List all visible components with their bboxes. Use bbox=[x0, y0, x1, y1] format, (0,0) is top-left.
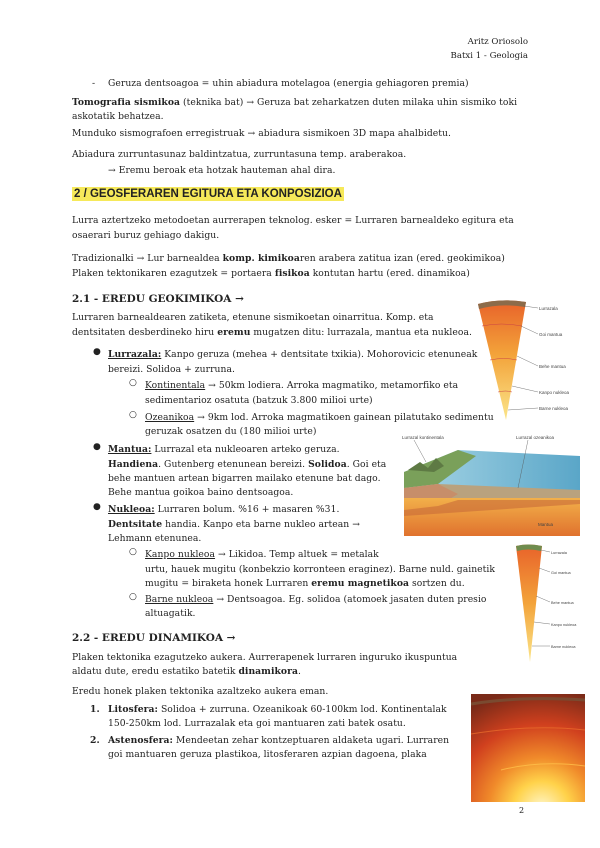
section2-p2-l1 bbox=[72, 251, 505, 266]
lurrazala-term: Lurrazala: bbox=[108, 349, 162, 360]
barne-term: Barne nukleoa bbox=[145, 594, 214, 605]
figure-label: Barne nukleoa bbox=[551, 645, 576, 649]
text-bold: eremu magnetikoa bbox=[311, 578, 410, 589]
ozea-term: Ozeanikoa bbox=[145, 412, 195, 423]
figure-label: Lurrazala bbox=[539, 306, 558, 311]
leader-line bbox=[541, 550, 550, 552]
section-title bbox=[72, 188, 344, 200]
ozea-l2: geruzak osatzen du (180 milioi urte) bbox=[145, 426, 317, 437]
abiadura-line: Abiadura zurruntasunaz baldintzatua, zurruntasuna temp. araberakoa. bbox=[72, 149, 407, 160]
mantua-l3: behe mantuen artean bigarren mailako etenune bat dago. bbox=[108, 473, 381, 484]
eremu-line: → Eremu beroak eta hotzak hauteman ahal dira. bbox=[108, 165, 336, 176]
geochem-p-l2 bbox=[72, 325, 472, 340]
text: dentsitaten desberdineko hiru bbox=[72, 327, 218, 338]
figure-label: Barne nukleoa bbox=[539, 406, 569, 411]
bullet-circle: ○ bbox=[129, 547, 137, 557]
lurrazala-l2: bereizi. Solidoa + zurruna. bbox=[108, 364, 235, 375]
page-number: 2 bbox=[519, 806, 525, 815]
dash-item: Geruza dentsoagoa = uhin abiadura motelagoa (energia gehiagoren premia) bbox=[108, 78, 469, 89]
mantua-term: Mantua: bbox=[108, 444, 152, 455]
list-number: 1. bbox=[90, 704, 100, 715]
figure-label: Kanpo nukleoa bbox=[539, 390, 570, 395]
tomografia-line1 bbox=[72, 95, 517, 110]
dash-bullet: - bbox=[92, 78, 96, 89]
kanpo-l1 bbox=[145, 547, 379, 562]
geochem-title: 2.1 - EREDU GEOKIMIKOA → bbox=[72, 293, 244, 305]
text: . Gutenberg etenunean bereizi. bbox=[158, 459, 309, 470]
figure-label: Kanpo nukleoa bbox=[551, 623, 577, 627]
ozea-l1 bbox=[145, 410, 494, 425]
text: → 9km lod. Arroka magmatikoen gainean pilatutako sedimentu bbox=[194, 412, 494, 423]
text: mugitu = biraketa honek Lurraren bbox=[145, 578, 312, 589]
leader-line bbox=[521, 326, 538, 334]
lurrazala-l1 bbox=[108, 347, 477, 362]
section2-p1-l2: osaerari buruz gehiago dakigu. bbox=[72, 230, 220, 241]
figure-label: Mantua bbox=[538, 522, 554, 527]
text-bold: dinamikora bbox=[238, 666, 298, 677]
astenosfera-l1 bbox=[108, 733, 449, 748]
text: kontutan hartu (ered. dinamikoa) bbox=[309, 268, 470, 279]
tomografia-term: Tomografia sismikoa bbox=[72, 97, 181, 108]
bullet-circle: ○ bbox=[129, 378, 137, 388]
text-bold: eremu bbox=[217, 327, 251, 338]
text: . Goi eta bbox=[346, 459, 387, 470]
leader-line bbox=[414, 440, 426, 462]
tomografia-line2: askotatik behatzea. bbox=[72, 111, 164, 122]
dynamic-title: 2.2 - EREDU DINAMIKOA → bbox=[72, 632, 236, 644]
text: → 50km lodiera. Arroka magmatiko, metamorfiko eta bbox=[205, 380, 459, 391]
figure-label: Behe mantua bbox=[539, 364, 566, 369]
leader-line bbox=[517, 356, 538, 366]
earth-layers-wedge-figure bbox=[476, 296, 582, 426]
mantua-l1 bbox=[108, 442, 340, 457]
text-bold: fisikoa bbox=[274, 268, 310, 279]
leader-line bbox=[512, 386, 538, 392]
figure-label: Lurrazal ozeanikoa bbox=[516, 435, 555, 440]
wedge-body bbox=[516, 545, 542, 663]
section2-p2-l2 bbox=[72, 266, 470, 281]
text: mugatzen ditu: lurrazala, mantua eta nukleoa. bbox=[250, 327, 472, 338]
figure-label: Lurrazala bbox=[551, 551, 567, 555]
text: ren arabera zatitua izan (ered. geokimikoa) bbox=[299, 253, 505, 264]
bullet-dot: ● bbox=[93, 442, 101, 452]
geochem-p-l1: Lurraren barnealdearen zatiketa, etenune sismikoetan oinarritua. Komp. eta bbox=[72, 312, 434, 323]
text: Tradizionalki → Lur barnealdea bbox=[72, 253, 223, 264]
leader-line bbox=[536, 596, 550, 602]
section2-p1-l1: Lurra aztertzeko metodoetan aurrerapen teknolog. esker = Lurraren barnealdeko egitura eta bbox=[72, 215, 514, 226]
kont-l1 bbox=[145, 378, 458, 393]
kont-l2: sedimentarioz osatuta (batzuk 3.800 milioi urte) bbox=[145, 395, 373, 406]
crust-block-figure bbox=[398, 432, 584, 540]
dynamic-p3: Eredu honek plaken tektonika azaltzeko aukera eman. bbox=[72, 686, 329, 697]
kont-term: Kontinentala bbox=[145, 380, 206, 391]
leader-line bbox=[534, 622, 550, 624]
mantua-l2 bbox=[108, 457, 386, 472]
earth-dynamic-wedge-figure bbox=[512, 542, 584, 666]
bullet-dot: ● bbox=[93, 347, 101, 357]
section-title-text: 2 / GEOSFERAREN EGITURA ETA KONPOSIZIOA bbox=[74, 188, 342, 200]
tomografia-text: (teknika bat) → Geruza bat zeharkatzen duten milaka uhin sismiko toki bbox=[180, 97, 518, 108]
litosfera-l2: 150-250km lod. Lurrazalak eta goi mantuaren zati batek osatu. bbox=[108, 718, 406, 729]
nukleoa-term: Nukleoa: bbox=[108, 504, 155, 515]
leader-line bbox=[539, 568, 550, 572]
leader-line bbox=[508, 408, 538, 410]
bullet-circle: ○ bbox=[129, 410, 137, 420]
text: → Dentsoagoa. Eg. solidoa (atomoek jasaten duten presio bbox=[213, 594, 487, 605]
text-bold: Dentsitate bbox=[108, 519, 163, 530]
text: Kanpo geruza (mehea + dentsitate txikia). Mohorovicic etenuneak bbox=[161, 349, 478, 360]
nukleoa-l3: Lehmann etenunea. bbox=[108, 533, 202, 544]
barne-l2: altuagatik. bbox=[145, 608, 196, 619]
text: handia. Kanpo eta barne nukleo artean → bbox=[162, 519, 360, 530]
text: → Likidoa. Temp altuek = metalak bbox=[215, 549, 379, 560]
kanpo-l2: urtu, hauek mugitu (konbekzio korronteen eraginez). Barne nuld. gainetik bbox=[145, 564, 496, 575]
figure-label: Behe mantua bbox=[551, 601, 574, 605]
litosfera-l1 bbox=[108, 702, 447, 717]
header-course: Batxi 1 - Geologia bbox=[450, 51, 528, 61]
mundu-line: Munduko sismografoen erregistruak → abiadura sismikoen 3D mapa ahalbidetu. bbox=[72, 128, 451, 139]
astenosfera-l2: goi mantuaren geruza plastikoa, litosferaren azpian dagoena, plaka bbox=[108, 749, 427, 760]
figure-label: Goi mantua bbox=[551, 571, 571, 575]
header-author: Aritz Oriosolo bbox=[467, 37, 528, 47]
text: Mendeetan zehar kontzeptuaren aldaketa ugari. Lurraren bbox=[172, 735, 450, 746]
bullet-circle: ○ bbox=[129, 592, 137, 602]
earth-layers bbox=[471, 694, 585, 802]
list-number: 2. bbox=[90, 735, 100, 746]
text: Plaken tektonikaren ezagutzek = portaera bbox=[72, 268, 275, 279]
kanpo-term: Kanpo nukleoa bbox=[145, 549, 216, 560]
text: Lurraren bolum. %16 + masaren %31. bbox=[154, 504, 340, 515]
earth-cutaway-figure bbox=[471, 694, 585, 802]
litosfera-term: Litosfera: bbox=[108, 704, 158, 715]
bullet-dot: ● bbox=[93, 502, 101, 512]
text: sortzen du. bbox=[409, 578, 465, 589]
barne-l1 bbox=[145, 592, 487, 607]
figure-label: Lurrazal kontinentala bbox=[402, 435, 444, 440]
astenosfera-term: Astenosfera: bbox=[108, 735, 173, 746]
text-bold: komp. kimikoa bbox=[222, 253, 300, 264]
text: . bbox=[297, 666, 301, 677]
figure-label: Goi mantua bbox=[539, 332, 563, 337]
dynamic-p-l1: Plaken tektonika ezagutzeko aukera. Aurrerapenek lurraren inguruko ikuspuntua bbox=[72, 652, 458, 663]
wedge-body bbox=[478, 300, 526, 420]
text: Lurrazal eta nukleoaren arteko geruza. bbox=[151, 444, 340, 455]
dynamic-p-l2 bbox=[72, 664, 301, 679]
kanpo-l3 bbox=[145, 576, 465, 591]
text-bold: Handiena bbox=[108, 459, 159, 470]
leader-line bbox=[524, 306, 538, 308]
text: Solidoa + zurruna. Ozeanikoak 60-100km lod. Kontinentalak bbox=[157, 704, 447, 715]
text: aldatu dute, eredu estatiko batetik bbox=[72, 666, 239, 677]
nukleoa-l2 bbox=[108, 517, 360, 532]
nukleoa-l1 bbox=[108, 502, 339, 517]
text-bold: Solidoa bbox=[308, 459, 347, 470]
mantua-l4: Behe mantua goikoa baino dentsoagoa. bbox=[108, 487, 294, 498]
